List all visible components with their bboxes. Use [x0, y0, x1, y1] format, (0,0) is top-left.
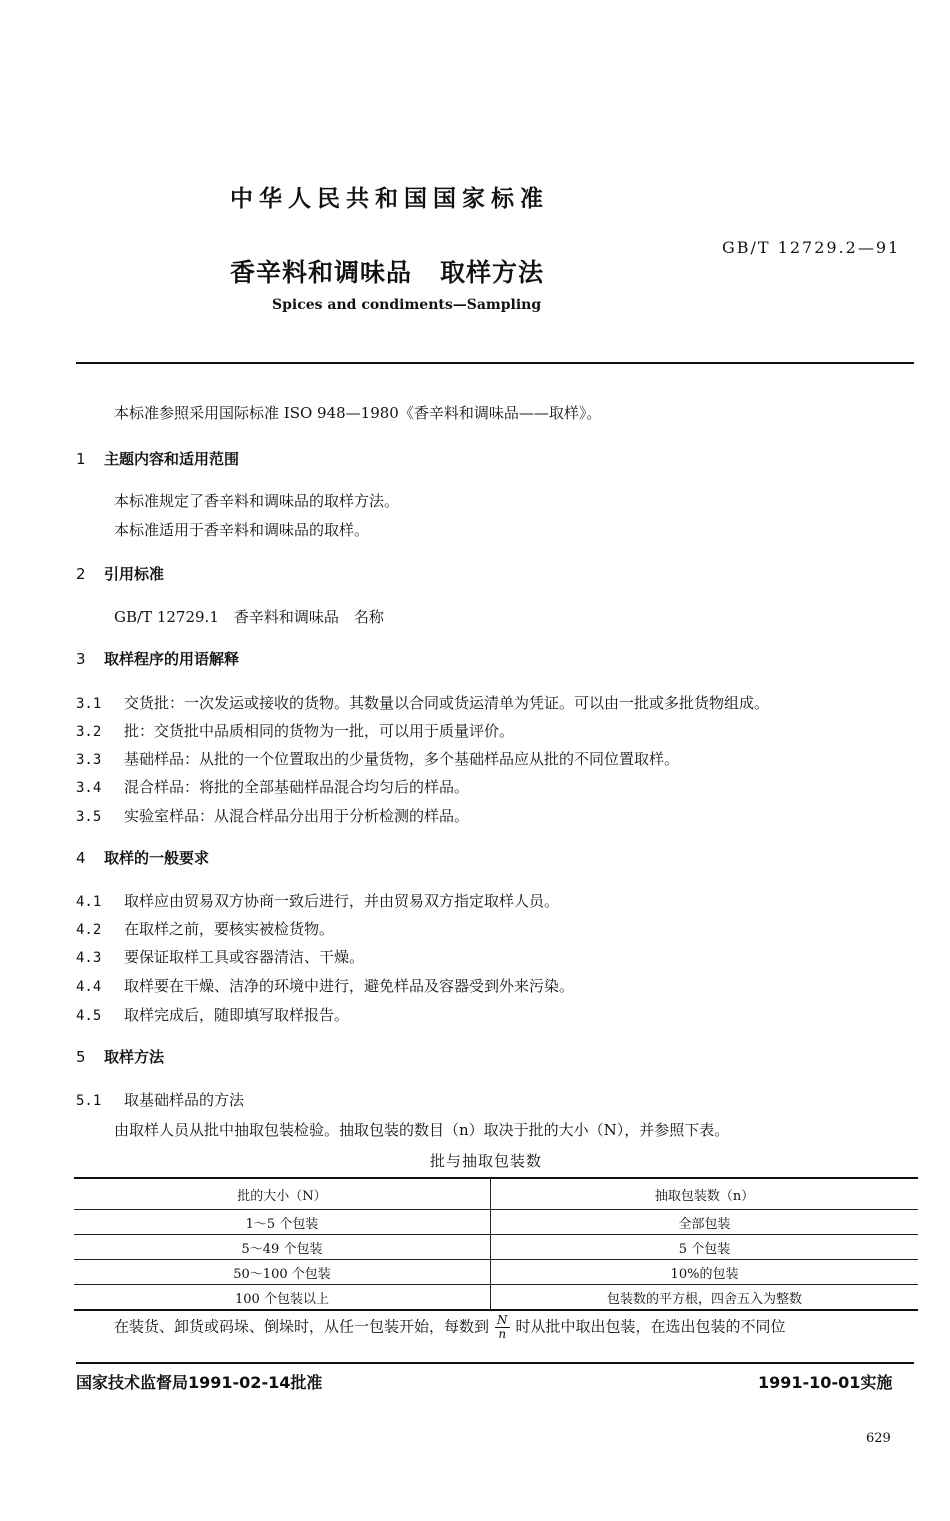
section-1-paragraph-2: 本标准适用于香辛料和调味品的取样。 [114, 521, 370, 539]
item-number: 4.1 [76, 894, 102, 910]
intro-paragraph: 本标准参照采用国际标准 ISO 948—1980《香辛料和调味品——取样》。 [114, 404, 602, 422]
paragraph-2-before: 在装货、卸货或码垛、倒垛时，从任一包装开始，每数到 [114, 1317, 490, 1336]
fraction-numerator: N [497, 1313, 508, 1327]
section-5-title: 取样方法 [104, 1048, 165, 1066]
title-part-1: 香辛料和调味品 [230, 258, 413, 287]
section-2-heading [76, 563, 164, 584]
item-text: 批：交货批中品质相同的货物为一批，可以用于质量评价。 [124, 722, 515, 740]
page-number: 629 [866, 1431, 891, 1446]
item-number: 3.1 [76, 696, 102, 712]
subsection-5-1 [76, 1089, 244, 1110]
table-row [74, 1260, 918, 1285]
section-2-title: 引用标准 [104, 565, 165, 583]
fraction-n-over-n [495, 1314, 510, 1341]
section-4-heading [76, 847, 209, 868]
english-title: Spices and condiments—Sampling [272, 297, 542, 313]
item-number: 3.5 [76, 809, 102, 825]
list-item [76, 1004, 349, 1025]
sampling-table [74, 1177, 918, 1311]
table-cell: 5 个包装 [491, 1235, 919, 1260]
item-number: 4.5 [76, 1008, 102, 1024]
section-3-number: 3 [76, 650, 86, 668]
table-cell: 50～100 个包装 [74, 1260, 491, 1285]
section-1-title: 主题内容和适用范围 [104, 450, 240, 468]
approval-date: 国家技术监督局1991-02-14批准 [76, 1373, 323, 1392]
table-row [74, 1210, 918, 1235]
table-cell: 全部包装 [491, 1210, 919, 1235]
list-item [76, 720, 514, 741]
section-5-paragraph-1: 由取样人员从批中抽取包装检验。抽取包装的数目（n）取决于批的大小（N），并参照下表。 [114, 1121, 730, 1139]
header-divider [76, 362, 914, 364]
effective-date: 1991-10-01实施 [758, 1373, 893, 1392]
section-1-number: 1 [76, 450, 86, 468]
item-text: 要保证取样工具或容器清洁、干燥。 [124, 948, 365, 966]
list-item [76, 748, 679, 769]
item-number: 4.3 [76, 950, 102, 966]
section-4-title: 取样的一般要求 [104, 849, 210, 867]
list-item [76, 776, 469, 797]
table-cell: 10%的包装 [491, 1260, 919, 1285]
list-item [76, 692, 769, 713]
section-5-heading [76, 1046, 164, 1067]
table-row [74, 1235, 918, 1260]
item-text: 实验室样品：从混合样品分出用于分析检测的样品。 [124, 807, 470, 825]
section-3-heading [76, 648, 239, 669]
section-3-title: 取样程序的用语解释 [104, 650, 240, 668]
item-number: 4.4 [76, 979, 102, 995]
subsection-title: 取基础样品的方法 [124, 1091, 245, 1109]
section-1-heading [76, 448, 239, 469]
fraction-denominator: n [498, 1327, 507, 1341]
paragraph-2-after: 时从批中取出包装，在选出包装的不同位 [515, 1317, 786, 1336]
item-text: 取样完成后，随即填写取样报告。 [124, 1006, 350, 1024]
item-number: 4.2 [76, 922, 102, 938]
table-header-cell: 抽取包装数（n） [491, 1178, 919, 1210]
item-text: 取样应由贸易双方协商一致后进行，并由贸易双方指定取样人员。 [124, 892, 560, 910]
section-2-number: 2 [76, 565, 86, 583]
table-cell: 5～49 个包装 [74, 1235, 491, 1260]
footer-divider [76, 1362, 914, 1364]
list-item [76, 918, 334, 939]
item-number: 3.4 [76, 780, 102, 796]
standard-type: 中华人民共和国国家标准 [230, 186, 549, 212]
section-1-paragraph-1: 本标准规定了香辛料和调味品的取样方法。 [114, 492, 400, 510]
item-text: 交货批：一次发运或接收的货物。其数量以合同或货运清单为凭证。可以由一批或多批货物组成。 [124, 694, 770, 712]
section-4-number: 4 [76, 849, 86, 867]
item-text: 混合样品：将批的全部基础样品混合均匀后的样品。 [124, 778, 470, 796]
table-cell: 1～5 个包装 [74, 1210, 491, 1235]
list-item [76, 805, 469, 826]
list-item [76, 975, 574, 996]
item-number: 3.3 [76, 752, 102, 768]
list-item [76, 946, 364, 967]
table-caption: 批与抽取包装数 [430, 1152, 543, 1170]
reference-standard: GB/T 12729.1 香辛料和调味品 名称 [114, 608, 384, 626]
table-cell: 100 个包装以上 [74, 1285, 491, 1311]
table-header-row [74, 1178, 918, 1210]
section-5-paragraph-2 [114, 1314, 786, 1341]
item-text: 在取样之前，要核实被检货物。 [124, 920, 335, 938]
table-row [74, 1285, 918, 1311]
table-header-cell: 批的大小（N） [74, 1178, 491, 1210]
section-5-number: 5 [76, 1048, 86, 1066]
title-part-2: 取样方法 [440, 258, 545, 287]
table-cell: 包装数的平方根，四舍五入为整数 [491, 1285, 919, 1311]
document-title [230, 253, 544, 289]
standard-code: GB/T 12729.2—91 [722, 238, 901, 257]
item-text: 取样要在干燥、洁净的环境中进行，避免样品及容器受到外来污染。 [124, 977, 575, 995]
item-number: 3.2 [76, 724, 102, 740]
list-item [76, 890, 559, 911]
item-number: 5.1 [76, 1093, 102, 1109]
item-text: 基础样品：从批的一个位置取出的少量货物，多个基础样品应从批的不同位置取样。 [124, 750, 680, 768]
